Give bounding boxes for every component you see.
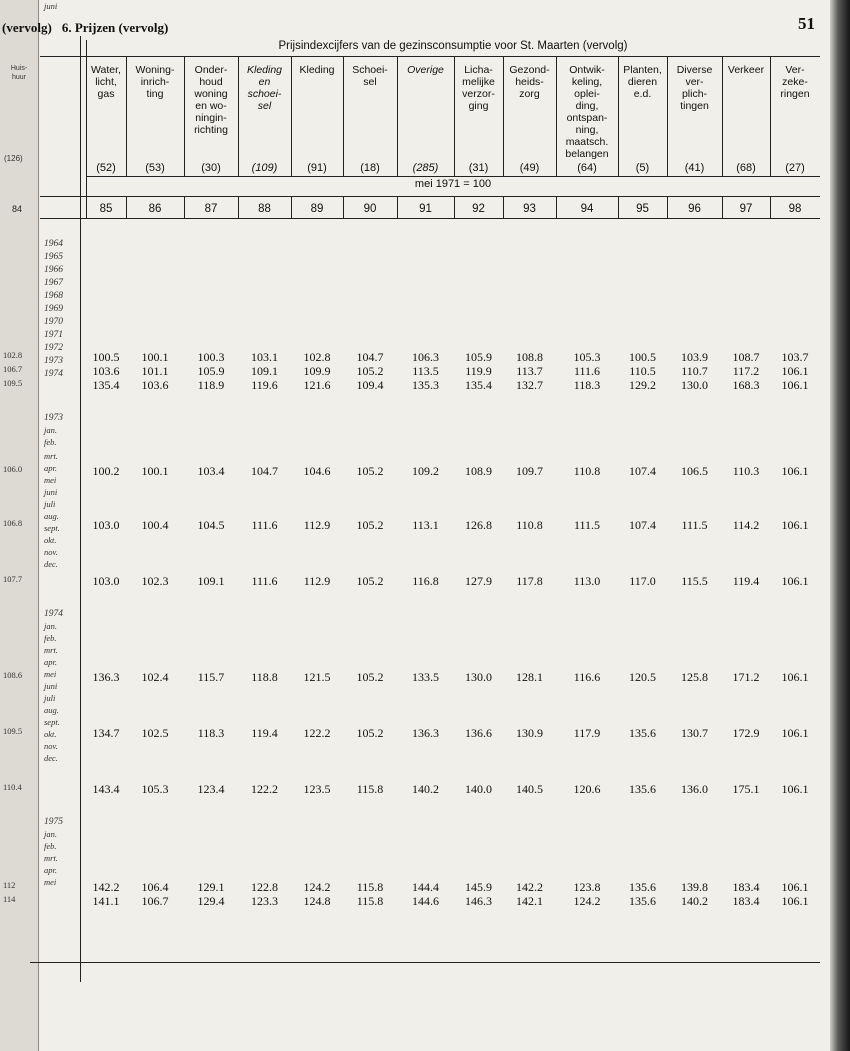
table-cell: 102.5	[141, 726, 169, 740]
table-cell: 108.9	[465, 464, 492, 478]
column-number: 94	[580, 203, 594, 215]
table-cell: 145.9	[465, 880, 492, 894]
table-cell: 113.5	[412, 364, 439, 378]
table-cell: 110.3	[732, 464, 760, 478]
table-cell: 123.8	[573, 880, 601, 894]
rule-title-left	[86, 40, 87, 56]
table-cell: 123.5	[303, 782, 331, 796]
table-cell: 121.6	[303, 378, 331, 392]
column-header: Water, licht, gas	[91, 64, 121, 100]
table-cell: 105.2	[356, 670, 384, 684]
table-cell: 106.4	[141, 880, 169, 894]
table-cell: 103.0	[92, 574, 120, 588]
column-header: Kleding en schoei- sel	[246, 64, 283, 112]
column-weight: (27)	[785, 162, 805, 174]
row-label-month: mei	[44, 669, 57, 679]
table-cell: 106.7	[141, 894, 169, 908]
table-cell: 100.5	[92, 350, 120, 364]
table-cell: 120.6	[573, 782, 601, 796]
row-label-month: mrt.	[44, 451, 58, 461]
column-number: 96	[688, 203, 701, 215]
table-cell: 134.7	[92, 726, 120, 740]
table-cell: 109.4	[356, 378, 384, 392]
table-cell: 100.5	[629, 350, 656, 364]
row-label-month: apr.	[44, 657, 57, 667]
table-cell: 168.3	[732, 378, 760, 392]
page-edge-shadow	[830, 0, 850, 1051]
row-label-month: juli	[44, 693, 56, 703]
table-cell: 103.1	[251, 350, 278, 364]
row-label-month: mrt.	[44, 853, 58, 863]
row-label-month: sept.	[44, 717, 60, 727]
table-cell: 102.4	[141, 670, 169, 684]
row-label-month: juni	[44, 1, 58, 11]
table-cell: 106.1	[781, 464, 809, 478]
rule-above-base-note	[86, 176, 820, 177]
table-cell: 129.2	[629, 378, 656, 392]
row-label-month: juni	[44, 487, 58, 497]
table-cell: 111.5	[681, 518, 708, 532]
column-number: 89	[310, 203, 324, 215]
row-label-month: jan.	[44, 829, 57, 839]
table-cell: 110.7	[681, 364, 708, 378]
left-stub-value: 106.0	[3, 464, 23, 474]
table-cell: 105.2	[356, 464, 384, 478]
table-cell: 119.4	[732, 574, 760, 588]
page-number: 51	[798, 14, 815, 33]
table-cell: 144.6	[412, 894, 439, 908]
table-cell: 110.8	[516, 518, 543, 532]
table-cell: 117.9	[573, 726, 601, 740]
table-cell: 124.2	[573, 894, 601, 908]
table-cell: 104.6	[303, 464, 331, 478]
row-label-month: nov.	[44, 547, 58, 557]
base-note: mei 1971 = 100	[414, 178, 492, 190]
table-cell: 105.3	[141, 782, 169, 796]
table-cell: 123.3	[251, 894, 278, 908]
row-label-month: aug.	[44, 511, 59, 521]
row-label-month: apr.	[44, 865, 57, 875]
table-cell: 112.9	[303, 574, 331, 588]
column-number: 90	[363, 203, 377, 215]
table-cell: 140.2	[681, 894, 708, 908]
left-stub-weight: (126)	[4, 154, 23, 163]
column-header: Overige	[407, 64, 444, 76]
row-label-month: juli	[44, 499, 56, 509]
table-cell: 124.2	[303, 880, 331, 894]
row-label-month: mei	[44, 475, 57, 485]
left-stub-value: 106.7	[3, 364, 23, 374]
table-cell: 107.4	[629, 518, 656, 532]
table-cell: 135.6	[629, 880, 656, 894]
row-label-year: 1972	[44, 343, 63, 353]
column-header: Diverse ver- plich- tingen	[676, 64, 713, 112]
row-label-year: 1964	[44, 239, 63, 249]
table-cell: 171.2	[732, 670, 760, 684]
table-cell: 106.1	[781, 894, 809, 908]
row-label-month: apr.	[44, 463, 57, 473]
table-cell: 105.9	[465, 350, 492, 364]
column-number: 97	[739, 203, 753, 215]
table-cell: 109.1	[251, 364, 278, 378]
table-cell: 104.5	[197, 518, 225, 532]
table-cell: 103.4	[197, 464, 225, 478]
table-cell: 119.9	[465, 364, 492, 378]
table-cell: 127.9	[465, 574, 492, 588]
table-cell: 119.6	[251, 378, 278, 392]
table-cell: 111.6	[573, 364, 601, 378]
table-cell: 105.2	[356, 364, 384, 378]
column-weight: (53)	[145, 162, 165, 174]
table-cell: 136.0	[681, 782, 708, 796]
column-weight: (49)	[519, 162, 540, 174]
table-title: Prijsindexcijfers van de gezinsconsumptie voor St. Maarten (vervolg)	[278, 40, 628, 52]
table-cell: 112.9	[303, 518, 331, 532]
column-number: 91	[419, 203, 432, 215]
table-cell: 140.5	[516, 782, 543, 796]
table-cell: 106.1	[781, 378, 809, 392]
row-label-month: jan.	[44, 425, 57, 435]
row-label-month: dec.	[44, 753, 58, 763]
table-cell: 108.7	[732, 350, 760, 364]
table-cell: 115.8	[356, 880, 384, 894]
table-cell: 103.6	[141, 378, 169, 392]
table-cell: 104.7	[251, 464, 278, 478]
table-cell: 175.1	[732, 782, 760, 796]
table-cell: 105.3	[573, 350, 601, 364]
row-label-year: 1967	[44, 278, 63, 288]
table-cell: 128.1	[516, 670, 543, 684]
table-cell: 117.0	[629, 574, 656, 588]
row-label-month: okt.	[44, 535, 57, 545]
table-cell: 125.8	[681, 670, 708, 684]
column-weight: (109)	[251, 162, 278, 174]
table-cell: 172.9	[732, 726, 760, 740]
table-cell: 117.8	[516, 574, 543, 588]
left-stub-value: 109.5	[3, 378, 23, 388]
table-cell: 135.4	[92, 378, 120, 392]
table-cell: 111.6	[251, 518, 278, 532]
column-header: Kleding	[299, 64, 335, 76]
row-label-month: feb.	[44, 633, 57, 643]
table-cell: 132.7	[516, 378, 543, 392]
table-cell: 106.1	[781, 518, 809, 532]
table-cell: 118.3	[573, 378, 601, 392]
table-cell: 111.6	[251, 574, 278, 588]
table-cell: 123.4	[197, 782, 225, 796]
table-cell: 105.2	[356, 518, 384, 532]
column-weight: (18)	[360, 162, 380, 174]
column-number: 98	[788, 203, 802, 215]
table-cell: 183.4	[732, 894, 760, 908]
table-cell: 116.6	[573, 670, 601, 684]
column-header: Gezond- heids- zorg	[509, 64, 550, 100]
table-cell: 122.2	[251, 782, 278, 796]
rule-below-column-numbers	[40, 218, 820, 219]
table-cell: 109.9	[303, 364, 331, 378]
table-cell: 105.2	[356, 574, 384, 588]
column-weight: (68)	[736, 162, 756, 174]
table-cell: 103.6	[92, 364, 120, 378]
row-label-month: okt.	[44, 729, 57, 739]
column-header: Planten, dieren e.d.	[623, 64, 662, 100]
column-header: Licha- melijke verzor- ging	[462, 64, 495, 112]
column-weight: (285)	[412, 162, 439, 174]
table-cell: 105.9	[197, 364, 225, 378]
table-cell: 122.2	[303, 726, 331, 740]
table-cell: 118.9	[197, 378, 225, 392]
column-weight: (91)	[307, 162, 327, 174]
table-cell: 130.0	[681, 378, 708, 392]
table-cell: 100.3	[197, 350, 225, 364]
running-head-left-tab: (vervolg)	[2, 20, 52, 35]
column-number: 87	[204, 203, 218, 215]
table-cell: 106.5	[681, 464, 708, 478]
row-label-year: 1973	[44, 356, 63, 366]
left-stub-column-number: 84	[12, 204, 23, 214]
row-label-month: feb.	[44, 841, 57, 851]
table-cell: 183.4	[732, 880, 760, 894]
table-cell: 116.8	[412, 574, 439, 588]
table-cell: 105.2	[356, 726, 384, 740]
table-cell: 106.1	[781, 782, 809, 796]
table-cell: 118.3	[197, 726, 225, 740]
column-weight: (64)	[577, 162, 597, 174]
table-cell: 142.2	[516, 880, 543, 894]
row-label-month: dec.	[44, 559, 58, 569]
row-label-month: nov.	[44, 741, 58, 751]
column-number: 92	[472, 203, 485, 215]
table-cell: 100.4	[141, 518, 169, 532]
row-label-year: 1968	[44, 291, 63, 301]
table-cell: 142.1	[516, 894, 543, 908]
table-cell: 113.0	[573, 574, 601, 588]
column-weight: (30)	[201, 162, 221, 174]
column-weight: (52)	[96, 162, 116, 174]
row-label-year: 1974	[44, 369, 63, 379]
table-cell: 143.4	[92, 782, 120, 796]
table-cell: 135.6	[629, 726, 656, 740]
left-stub-value: 108.6	[3, 670, 23, 680]
rule-bottom	[30, 962, 820, 963]
table-cell: 136.3	[92, 670, 120, 684]
table-cell: 115.8	[356, 782, 384, 796]
row-label-month: mrt.	[44, 645, 58, 655]
table-cell: 135.6	[629, 782, 656, 796]
running-head-section: 6. Prijzen (vervolg)	[61, 20, 169, 35]
column-header: Ontwik- keling, oplei- ding, ontspan- ning, maatsch. belangen	[565, 64, 609, 160]
rule-stub-boundary	[80, 36, 81, 982]
table-cell: 118.8	[251, 670, 278, 684]
left-stub-value: 109.5	[3, 726, 23, 736]
column-header: Ver- zeke- ringen	[780, 64, 810, 100]
table-cell: 115.8	[356, 894, 384, 908]
table-cell: 120.5	[629, 670, 656, 684]
table-cell: 133.5	[412, 670, 439, 684]
table-cell: 110.5	[629, 364, 656, 378]
table-cell: 139.8	[681, 880, 708, 894]
row-label-year: 1975	[44, 817, 63, 827]
table-cell: 100.2	[92, 464, 120, 478]
table-cell: 103.7	[781, 350, 809, 364]
column-weight: (5)	[635, 162, 650, 174]
table-cell: 102.3	[141, 574, 169, 588]
left-stub-value: 107.7	[3, 574, 23, 584]
table-cell: 141.1	[92, 894, 120, 908]
row-label-month: feb.	[44, 437, 57, 447]
row-label-year: 1965	[44, 252, 63, 262]
table-cell: 113.1	[412, 518, 439, 532]
table-cell: 100.1	[141, 350, 169, 364]
row-label-month: mei	[44, 877, 57, 887]
left-stub-value: 114	[3, 894, 16, 904]
table-cell: 106.1	[781, 880, 809, 894]
table-cell: 129.1	[197, 880, 225, 894]
table-cell: 109.7	[516, 464, 543, 478]
column-number: 86	[148, 203, 162, 215]
row-label-year: 1973	[44, 413, 63, 423]
column-number: 95	[636, 203, 649, 215]
table-cell: 101.1	[141, 364, 169, 378]
running-head	[2, 20, 168, 36]
table-cell: 135.3	[412, 378, 439, 392]
table-cell: 122.8	[251, 880, 278, 894]
table-cell: 124.8	[303, 894, 331, 908]
table-cell: 130.9	[516, 726, 543, 740]
table-cell: 136.3	[412, 726, 439, 740]
table-cell: 102.8	[303, 350, 331, 364]
table-cell: 113.7	[516, 364, 543, 378]
table-cell: 140.0	[465, 782, 492, 796]
left-stub-value: 102.8	[3, 350, 23, 360]
table-cell: 111.5	[573, 518, 601, 532]
table-cell: 106.3	[412, 350, 439, 364]
column-header: Onder- houd woning en wo- ningin- richting	[194, 64, 228, 136]
table-cell: 109.2	[412, 464, 439, 478]
table-cell: 136.6	[465, 726, 492, 740]
table-cell: 130.7	[681, 726, 708, 740]
rule-above-column-numbers	[40, 196, 820, 197]
row-label-month: aug.	[44, 705, 59, 715]
table-cell: 129.4	[197, 894, 225, 908]
left-stub-value: 110.4	[3, 782, 22, 792]
row-label-year: 1971	[44, 330, 63, 340]
table-cell: 106.1	[781, 726, 809, 740]
table-cell: 114.2	[732, 518, 760, 532]
column-header: Woning- inrich- ting	[135, 64, 175, 100]
table-cell: 121.5	[303, 670, 331, 684]
table-cell: 106.1	[781, 574, 809, 588]
column-number: 85	[99, 203, 113, 215]
column-number: 93	[523, 203, 536, 215]
table-cell: 104.7	[356, 350, 384, 364]
row-label-month: jan.	[44, 621, 57, 631]
left-stub-column-head: Huis- huur	[10, 65, 28, 81]
table-cell: 108.8	[516, 350, 543, 364]
table-cell: 135.6	[629, 894, 656, 908]
table-cell: 115.7	[197, 670, 225, 684]
table-cell: 103.0	[92, 518, 120, 532]
table-cell: 109.1	[197, 574, 225, 588]
column-weight: (31)	[468, 162, 489, 174]
table-cell: 100.1	[141, 464, 169, 478]
left-stub-value: 112	[3, 880, 16, 890]
row-label-month: sept.	[44, 523, 60, 533]
table-cell: 119.4	[251, 726, 278, 740]
rule-below-title	[40, 56, 820, 57]
row-label-month: juni	[44, 681, 58, 691]
table-cell: 106.1	[781, 364, 809, 378]
table-cell: 135.4	[465, 378, 492, 392]
table-cell: 115.5	[681, 574, 708, 588]
table-cell: 144.4	[412, 880, 439, 894]
column-number: 88	[258, 203, 271, 215]
table-cell: 126.8	[465, 518, 492, 532]
table-cell: 103.9	[681, 350, 708, 364]
column-header: Verkeer	[727, 64, 765, 76]
table-cell: 130.0	[465, 670, 492, 684]
row-label-year: 1970	[44, 317, 63, 327]
row-label-year: 1966	[44, 265, 63, 275]
left-stub-value: 106.8	[3, 518, 23, 528]
table-cell: 146.3	[465, 894, 492, 908]
table-cell: 117.2	[732, 364, 760, 378]
table-cell: 107.4	[629, 464, 656, 478]
row-label-year: 1974	[44, 609, 63, 619]
table-cell: 110.8	[573, 464, 601, 478]
column-weight: (41)	[684, 162, 705, 174]
table-cell: 140.2	[412, 782, 439, 796]
row-label-year: 1969	[44, 304, 63, 314]
column-header: Schoei- sel	[352, 64, 388, 88]
table-cell: 142.2	[92, 880, 120, 894]
table-cell: 106.1	[781, 670, 809, 684]
